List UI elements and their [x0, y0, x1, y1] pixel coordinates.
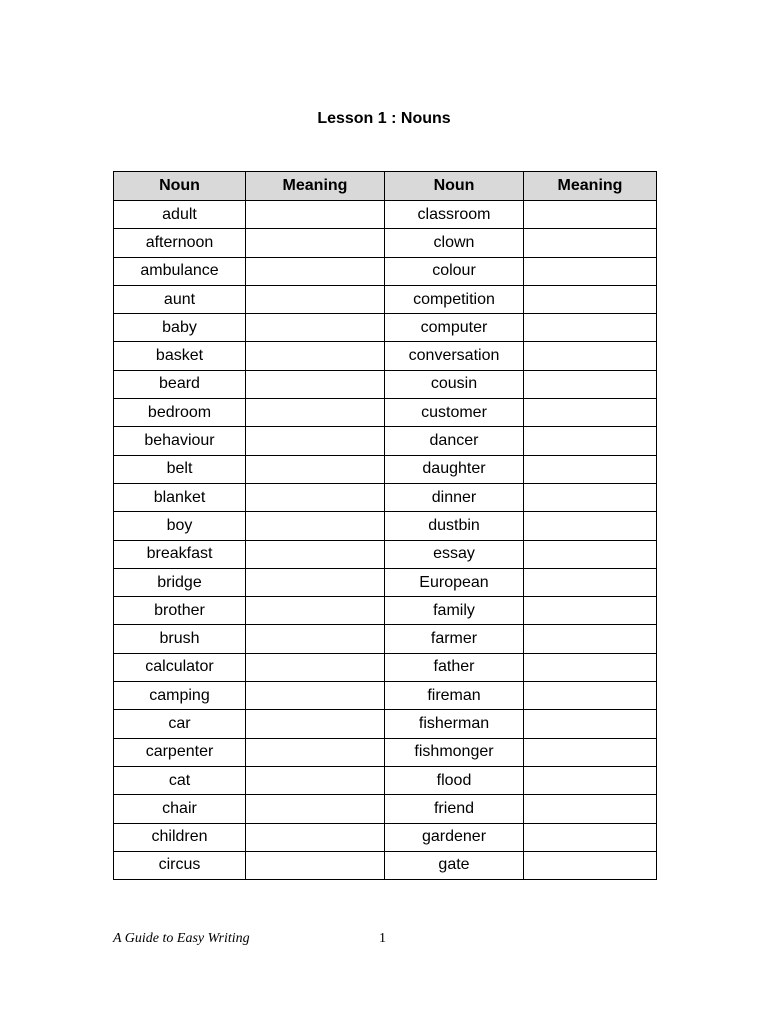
noun-cell: colour	[385, 257, 524, 285]
noun-cell: father	[385, 653, 524, 681]
meaning-cell[interactable]	[246, 229, 385, 257]
meaning-cell[interactable]	[246, 568, 385, 596]
meaning-cell[interactable]	[524, 795, 657, 823]
meaning-cell[interactable]	[246, 540, 385, 568]
noun-cell: boy	[114, 512, 246, 540]
meaning-cell[interactable]	[246, 370, 385, 398]
noun-cell: car	[114, 710, 246, 738]
meaning-cell[interactable]	[524, 201, 657, 229]
meaning-cell[interactable]	[524, 851, 657, 879]
meaning-cell[interactable]	[246, 285, 385, 313]
noun-cell: beard	[114, 370, 246, 398]
noun-cell: European	[385, 568, 524, 596]
footer-page-number: 1	[379, 931, 386, 946]
noun-cell: farmer	[385, 625, 524, 653]
meaning-cell[interactable]	[524, 314, 657, 342]
noun-cell: camping	[114, 682, 246, 710]
meaning-cell[interactable]	[524, 399, 657, 427]
meaning-cell[interactable]	[524, 568, 657, 596]
meaning-cell[interactable]	[524, 285, 657, 313]
noun-cell: gate	[385, 851, 524, 879]
noun-cell: behaviour	[114, 427, 246, 455]
meaning-cell[interactable]	[246, 201, 385, 229]
noun-cell: clown	[385, 229, 524, 257]
noun-cell: basket	[114, 342, 246, 370]
meaning-cell[interactable]	[246, 399, 385, 427]
noun-cell: calculator	[114, 653, 246, 681]
meaning-cell[interactable]	[524, 512, 657, 540]
noun-cell: chair	[114, 795, 246, 823]
header-noun-2: Noun	[385, 172, 524, 201]
table-row	[114, 766, 657, 794]
table-row	[114, 257, 657, 285]
noun-cell: gardener	[385, 823, 524, 851]
meaning-cell[interactable]	[246, 851, 385, 879]
header-noun-1: Noun	[114, 172, 246, 201]
noun-cell: daughter	[385, 455, 524, 483]
noun-cell: bridge	[114, 568, 246, 596]
noun-cell: belt	[114, 455, 246, 483]
meaning-cell[interactable]	[524, 738, 657, 766]
noun-cell: dustbin	[385, 512, 524, 540]
meaning-cell[interactable]	[246, 653, 385, 681]
table-row	[114, 342, 657, 370]
table-row	[114, 625, 657, 653]
table-row	[114, 229, 657, 257]
table-row	[114, 682, 657, 710]
noun-cell: family	[385, 597, 524, 625]
meaning-cell[interactable]	[524, 597, 657, 625]
noun-cell: fishmonger	[385, 738, 524, 766]
table-row	[114, 823, 657, 851]
footer-book-title: A Guide to Easy Writing	[113, 931, 250, 946]
meaning-cell[interactable]	[524, 229, 657, 257]
noun-cell: cat	[114, 766, 246, 794]
meaning-cell[interactable]	[524, 483, 657, 511]
noun-cell: competition	[385, 285, 524, 313]
table-row	[114, 314, 657, 342]
meaning-cell[interactable]	[246, 766, 385, 794]
meaning-cell[interactable]	[524, 682, 657, 710]
noun-cell: carpenter	[114, 738, 246, 766]
noun-cell: dancer	[385, 427, 524, 455]
table-row	[114, 795, 657, 823]
noun-cell: brother	[114, 597, 246, 625]
meaning-cell[interactable]	[246, 427, 385, 455]
table-row	[114, 597, 657, 625]
page-title: Lesson 1 : Nouns	[317, 110, 451, 127]
table-row	[114, 710, 657, 738]
noun-cell: ambulance	[114, 257, 246, 285]
meaning-cell[interactable]	[524, 710, 657, 738]
table-row	[114, 540, 657, 568]
noun-cell: classroom	[385, 201, 524, 229]
table-row	[114, 427, 657, 455]
table-row	[114, 455, 657, 483]
meaning-cell[interactable]	[524, 625, 657, 653]
nouns-table	[113, 171, 657, 880]
noun-cell: breakfast	[114, 540, 246, 568]
meaning-cell[interactable]	[246, 512, 385, 540]
meaning-cell[interactable]	[246, 795, 385, 823]
table-row	[114, 653, 657, 681]
noun-cell: brush	[114, 625, 246, 653]
noun-cell: computer	[385, 314, 524, 342]
table-row	[114, 201, 657, 229]
table-row	[114, 568, 657, 596]
noun-cell: afternoon	[114, 229, 246, 257]
table-row	[114, 851, 657, 879]
noun-cell: fireman	[385, 682, 524, 710]
meaning-cell[interactable]	[524, 342, 657, 370]
noun-cell: baby	[114, 314, 246, 342]
meaning-cell[interactable]	[246, 738, 385, 766]
table-row	[114, 483, 657, 511]
meaning-cell[interactable]	[524, 370, 657, 398]
noun-cell: circus	[114, 851, 246, 879]
noun-cell: fisherman	[385, 710, 524, 738]
meaning-cell[interactable]	[246, 625, 385, 653]
header-meaning-1: Meaning	[246, 172, 385, 201]
meaning-cell[interactable]	[524, 766, 657, 794]
meaning-cell[interactable]	[246, 342, 385, 370]
table-row	[114, 285, 657, 313]
noun-cell: aunt	[114, 285, 246, 313]
noun-cell: adult	[114, 201, 246, 229]
noun-cell: essay	[385, 540, 524, 568]
meaning-cell[interactable]	[524, 257, 657, 285]
header-row	[114, 172, 657, 201]
meaning-cell[interactable]	[524, 540, 657, 568]
meaning-cell[interactable]	[524, 427, 657, 455]
meaning-cell[interactable]	[246, 682, 385, 710]
noun-cell: children	[114, 823, 246, 851]
table-row	[114, 399, 657, 427]
meaning-cell[interactable]	[246, 455, 385, 483]
meaning-cell[interactable]	[524, 823, 657, 851]
header-meaning-2: Meaning	[524, 172, 657, 201]
noun-cell: blanket	[114, 483, 246, 511]
meaning-cell[interactable]	[524, 455, 657, 483]
table-row	[114, 370, 657, 398]
meaning-cell[interactable]	[246, 314, 385, 342]
noun-cell: customer	[385, 399, 524, 427]
noun-cell: friend	[385, 795, 524, 823]
noun-cell: conversation	[385, 342, 524, 370]
noun-cell: cousin	[385, 370, 524, 398]
meaning-cell[interactable]	[246, 823, 385, 851]
noun-cell: dinner	[385, 483, 524, 511]
meaning-cell[interactable]	[246, 710, 385, 738]
meaning-cell[interactable]	[246, 257, 385, 285]
meaning-cell[interactable]	[246, 597, 385, 625]
table-row	[114, 512, 657, 540]
noun-cell: flood	[385, 766, 524, 794]
table-row	[114, 738, 657, 766]
meaning-cell[interactable]	[524, 653, 657, 681]
noun-cell: bedroom	[114, 399, 246, 427]
meaning-cell[interactable]	[246, 483, 385, 511]
